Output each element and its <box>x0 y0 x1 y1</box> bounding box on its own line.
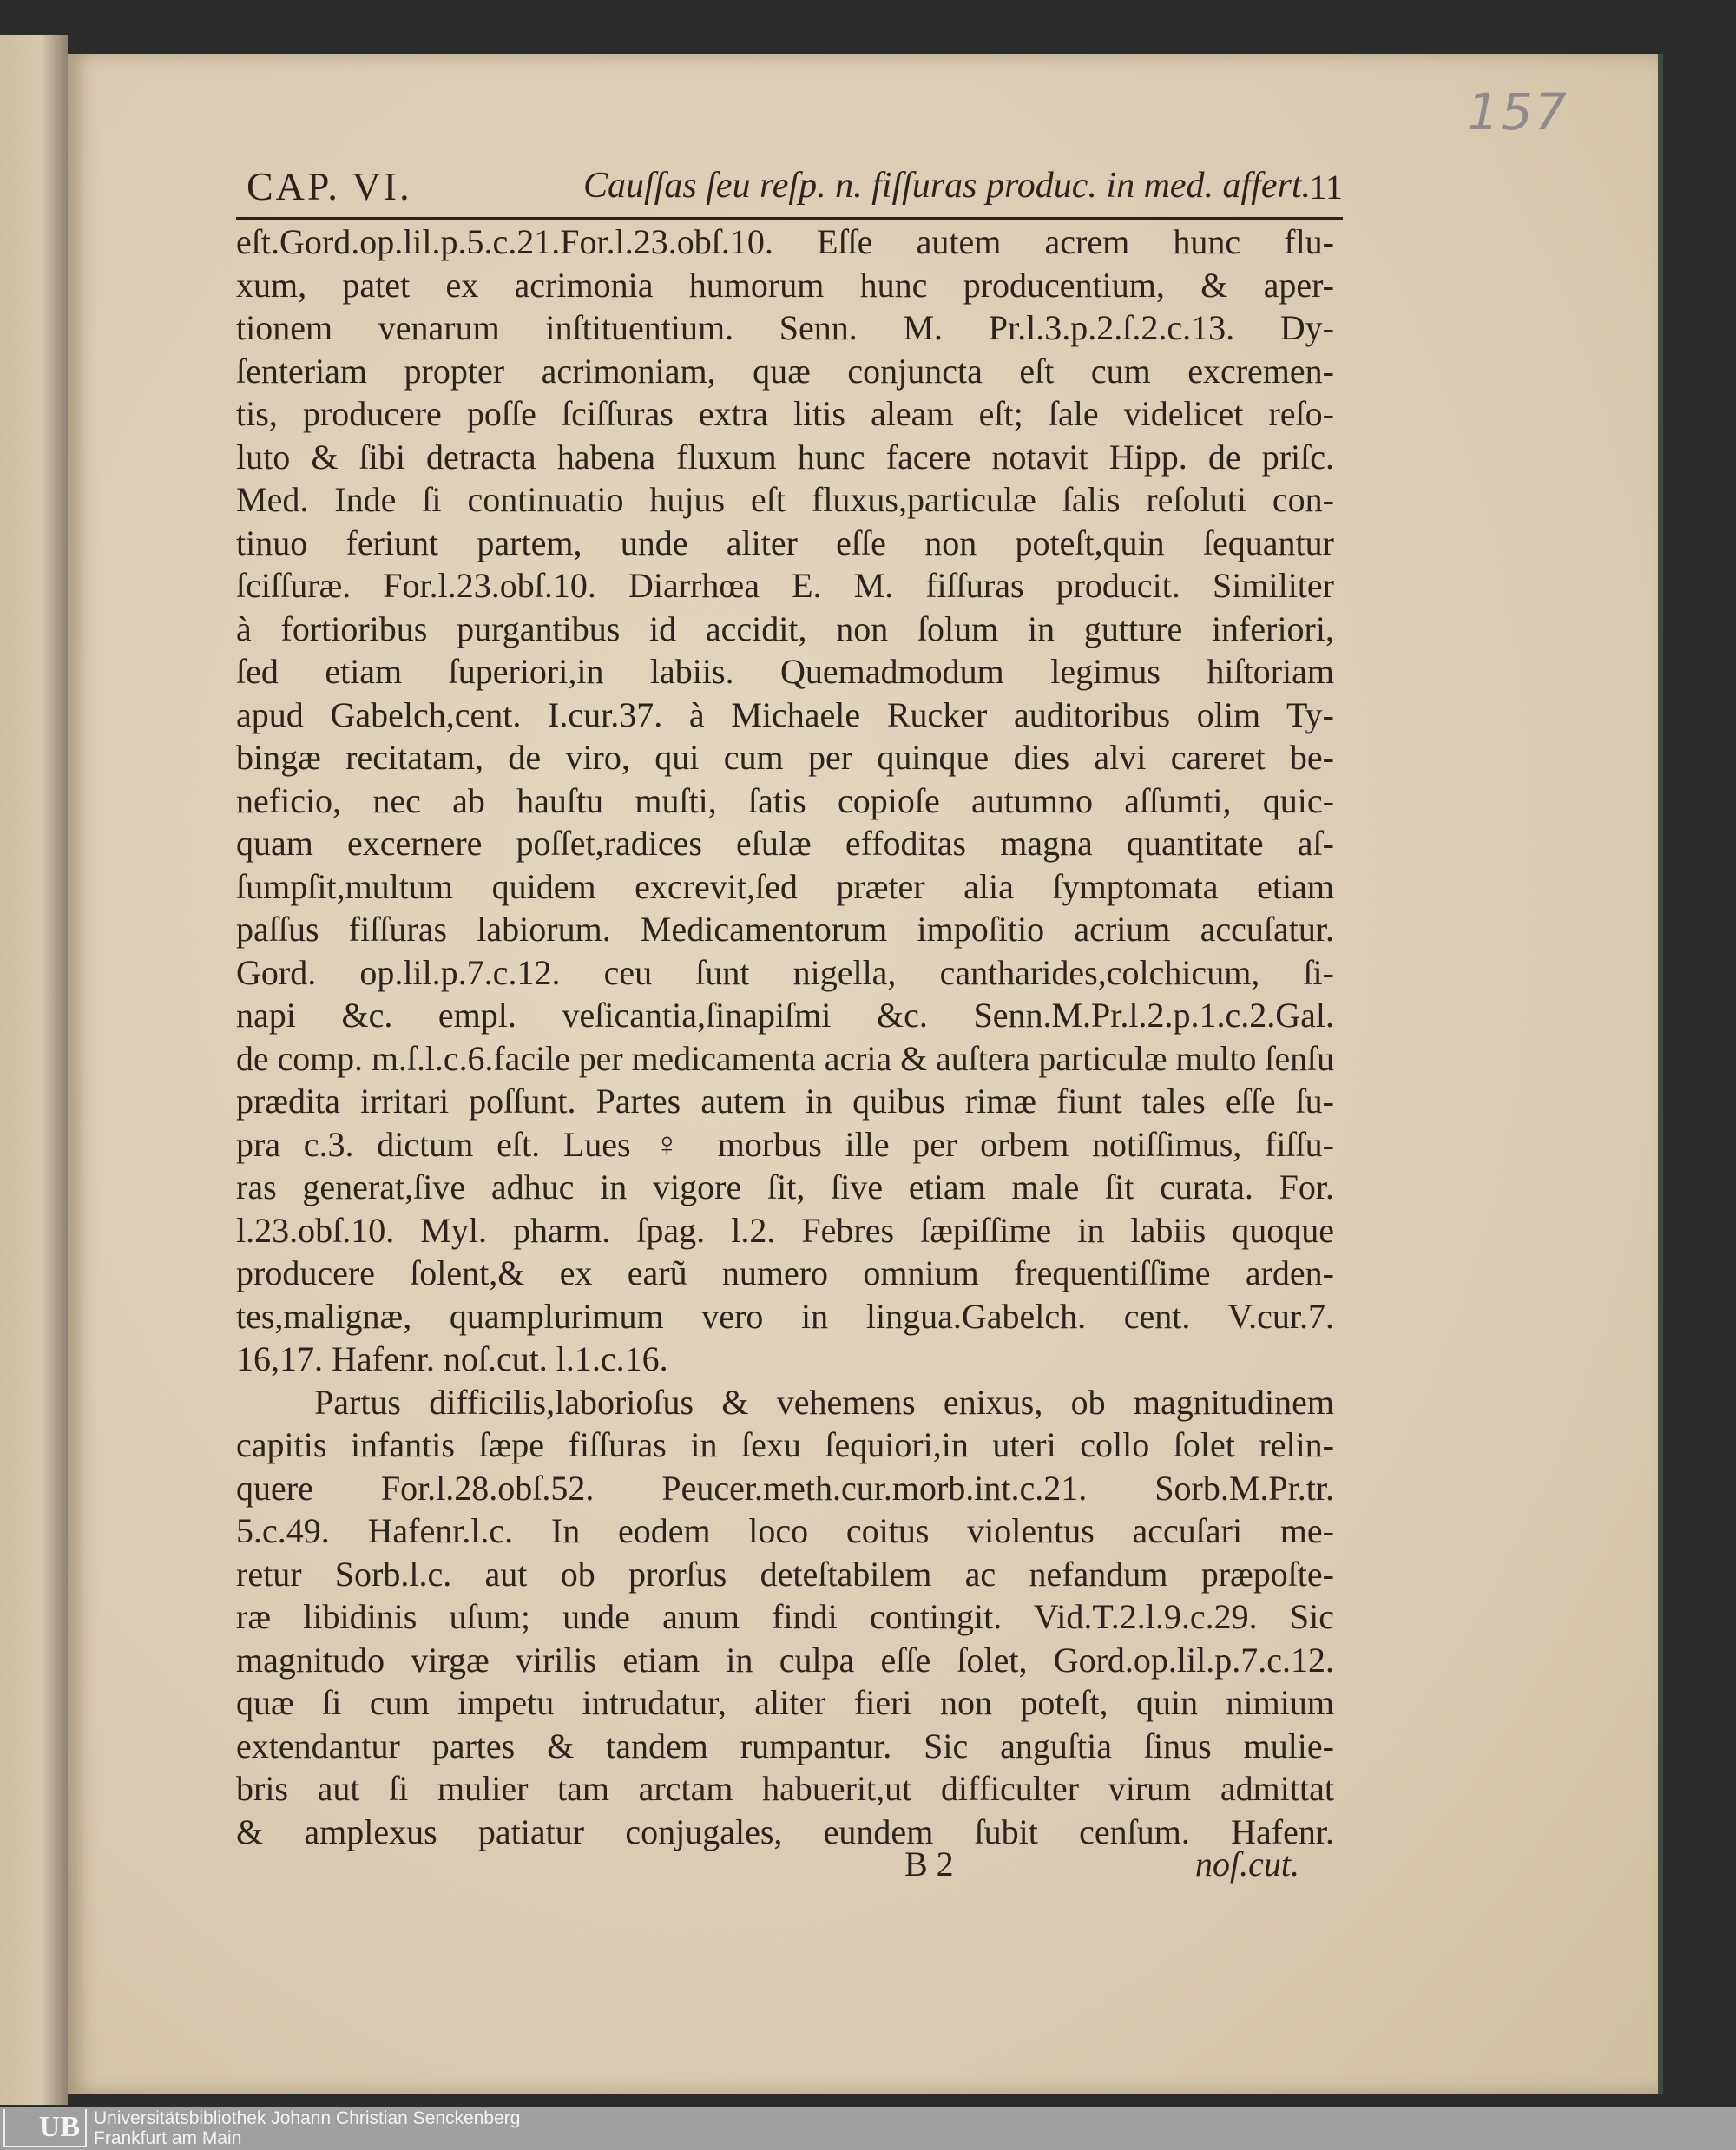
text-line: extendantur partes & tandem rumpantur. Sic anguſtia ſinus mulie- <box>236 1726 1334 1765</box>
library-name: Universitätsbibliothek Johann Christian Senckenberg <box>94 2108 521 2128</box>
text-line: eſt.Gord.op.lil.p.5.c.21.For.l.23.obſ.10. Eſſe autem acrem hunc flu- <box>236 222 1334 261</box>
catchword: noſ.cut. <box>1195 1844 1299 1884</box>
previous-page-edge <box>0 35 68 2105</box>
text-line: napi &c. empl. veſicantia,ſinapiſmi &c. Senn.M.Pr.l.2.p.1.c.2.Gal. <box>236 996 1334 1035</box>
text-line: xum, patet ex acrimonia humorum hunc producentium, & aper- <box>236 265 1334 305</box>
text-line: producere ſolent,& ex earũ numero omnium frequentiſſime arden- <box>236 1253 1334 1292</box>
library-city: Frankfurt am Main <box>94 2128 242 2148</box>
text-line: bris aut ſi mulier tam arctam habuerit,ut difficulter virum admittat <box>236 1769 1334 1808</box>
page-number: 11 <box>1309 168 1343 207</box>
text-line: quam excernere poſſet,radices eſulæ effoditas magna quantitate aſ- <box>236 824 1334 863</box>
text-line: Gord. op.lil.p.7.c.12. ceu ſunt nigella, cantharides,colchicum, ſi- <box>236 952 1334 992</box>
handwritten-folio-number: 157 <box>1467 82 1568 141</box>
running-header <box>236 163 1343 215</box>
text-line: 5.c.49. Hafenr.l.c. In eodem loco coitus violentus accuſari me- <box>236 1511 1334 1550</box>
chapter-label: CAP. VI. <box>247 164 412 208</box>
text-line: capitis infantis ſæpe fiſſuras in ſexu ſequiori,in uteri collo ſolet relin- <box>236 1425 1334 1464</box>
text-line: tinuo feriunt partem, unde aliter eſſe non poteſt,quin ſequantur <box>236 523 1334 562</box>
library-footer <box>0 2107 1736 2150</box>
text-line: l.23.obſ.10. Myl. pharm. ſpag. l.2. Febres ſæpiſſime in labiis quoque <box>236 1210 1334 1250</box>
text-line: tionem venarum inſtituentium. Senn. M. Pr.l.3.p.2.ſ.2.c.13. Dy- <box>236 308 1334 347</box>
text-line: prædita irritari poſſunt. Partes autem in quibus rimæ fiunt tales eſſe ſu- <box>236 1082 1334 1121</box>
text-line: ſed etiam ſuperiori,in labiis. Quemadmodum legimus hiſtoriam <box>236 652 1334 691</box>
text-line: Partus difficilis,laborioſus & vehemens enixus, ob magnitudinem <box>314 1382 1334 1422</box>
text-line: tes,malignæ, quamplurimum vero in lingua.Gabelch. cent. V.cur.7. <box>236 1296 1334 1336</box>
text-line: luto & ſibi detracta habena fluxum hunc facere notavit Hipp. de priſc. <box>236 437 1334 477</box>
text-line: magnitudo virgæ virilis etiam in culpa eſſe ſolet, Gord.op.lil.p.7.c.12. <box>236 1640 1334 1680</box>
text-line: Med. Inde ſi continuatio hujus eſt fluxus,particulæ ſalis reſoluti con- <box>236 480 1334 519</box>
text-line: apud Gabelch,cent. I.cur.37. à Michaele Rucker auditoribus olim Ty- <box>236 694 1334 734</box>
catchword-line <box>236 1844 1334 1887</box>
text-line: de comp. m.ſ.l.c.6.facile per medicamenta acria & auſtera particulæ multo ſenſu <box>236 1038 1334 1078</box>
text-line: ras generat,ſive adhuc in vigore ſit, ſive etiam male ſit curata. For. <box>236 1167 1334 1206</box>
text-line: bingæ recitatam, de viro, qui cum per quinque dies alvi careret be- <box>236 738 1334 777</box>
text-line: paſſus fiſſuras labiorum. Medicamentorum impoſitio acrium accuſatur. <box>236 910 1334 949</box>
text-line: ſumpſit,multum quidem excrevit,ſed præter alia ſymptomata etiam <box>236 866 1334 906</box>
text-line: retur Sorb.l.c. aut ob prorſus deteſtabilem ac nefandum præpoſte- <box>236 1554 1334 1594</box>
text-line: 16,17. Hafenr. noſ.cut. l.1.c.16. <box>236 1339 668 1378</box>
ub-logo: UB <box>3 2109 87 2147</box>
text-line: & amplexus patiatur conjugales, eundem ſubit cenſum. Hafenr. <box>236 1811 1334 1851</box>
text-line: ſenteriam propter acrimoniam, quæ conjuncta eſt cum excremen- <box>236 351 1334 391</box>
text-line: à fortioribus purgantibus id accidit, non ſolum in gutture inferiori, <box>236 608 1334 648</box>
text-line: ræ libidinis uſum; unde anum findi contingit. Vid.T.2.l.9.c.29. Sic <box>236 1597 1334 1636</box>
signature-mark: B 2 <box>904 1844 954 1884</box>
text-line: quæ ſi cum impetu intrudatur, aliter fieri non poteſt, quin nimium <box>236 1683 1334 1722</box>
text-line: tis, producere poſſe ſciſſuras extra litis aleam eſt; ſale videlicet reſo- <box>236 394 1334 433</box>
text-line: neficio, nec ab hauſtu muſti, ſatis copioſe autumno aſſumti, quic- <box>236 780 1334 820</box>
text-line: pra c.3. dictum eſt. Lues ♀ morbus ille per orbem notiſſimus, fiſſu- <box>236 1124 1334 1164</box>
running-title: Cauſſas ſeu reſp. n. fiſſuras produc. in med. affert. <box>583 166 1312 206</box>
body-text <box>236 220 1334 1853</box>
text-line: quere For.l.28.obſ.52. Peucer.meth.cur.morb.int.c.21. Sorb.M.Pr.tr. <box>236 1468 1334 1508</box>
text-line: ſciſſuræ. For.l.23.obſ.10. Diarrhœa E. M. fiſſuras producit. Similiter <box>236 566 1334 605</box>
